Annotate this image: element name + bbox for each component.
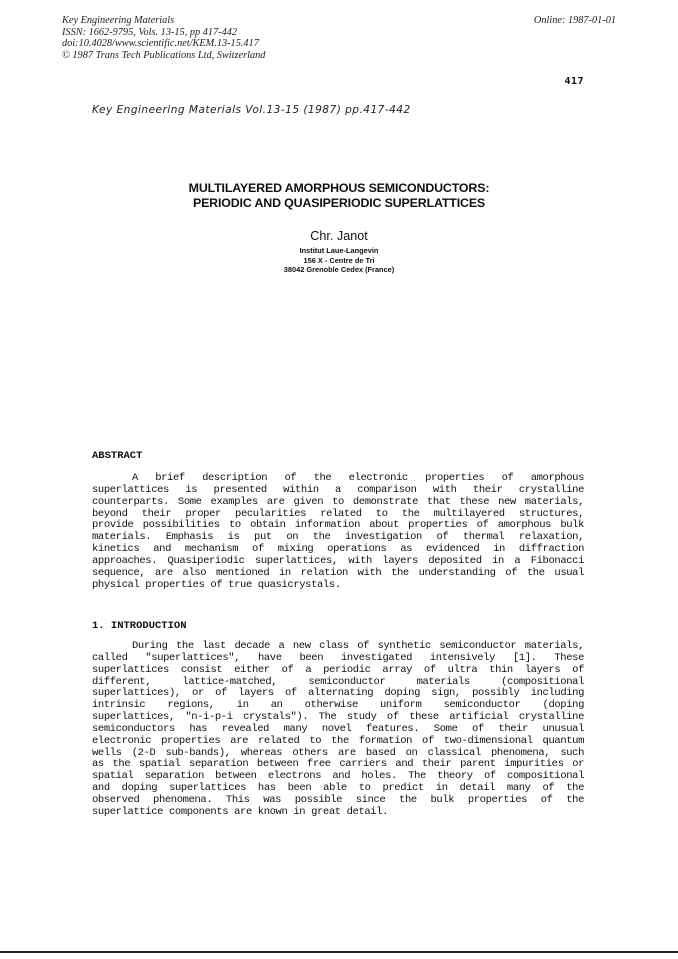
- abstract-line: sequence, are also mentioned in relation with the understanding of the usual: [92, 566, 584, 579]
- author-name: Chr. Janot: [310, 229, 368, 243]
- intro-line: superlattices, "n-i-p-i crystals"). The study of these artificial crystalline: [92, 711, 584, 724]
- copyright-line: © 1987 Trans Tech Publications Ltd, Switzerland: [62, 49, 266, 61]
- doi-line: doi:10.4028/www.scientific.net/KEM.13-15.417: [62, 38, 259, 50]
- paper-title-line-2: PERIODIC AND QUASIPERIODIC SUPERLATTICES: [192, 196, 486, 210]
- abstract-line: physical properties of true quasicrystals.: [92, 578, 341, 591]
- abstract-heading: ABSTRACT: [92, 450, 143, 462]
- intro-line: spatial separation between electrons and holes. The theory of compositional: [92, 770, 584, 783]
- issn-line: ISSN: 1662-9795, Vols. 13-15, pp 417-442: [62, 26, 238, 38]
- abstract-line: kinetics and mechanism of mixing operations as evidenced in diffraction: [92, 543, 584, 556]
- abstract-body: [92, 473, 584, 591]
- intro-line: intrinsic regions, in an otherwise uniform semiconductor (doping: [92, 699, 584, 712]
- abstract-line: provide possibilities to obtain information about properties of amorphous bulk: [92, 519, 584, 532]
- abstract-line: approaches. Quasiperiodic superlattices, with layers deposited in a Fibonacci: [92, 554, 584, 567]
- journal-citation: Key Engineering Materials Vol.13-15 (1987) pp.417-442: [92, 104, 411, 116]
- intro-line: superlattices), or of layers of alternating doping sign, possibly including: [92, 687, 584, 700]
- page-number: 417: [564, 76, 584, 87]
- publication-metadata: [62, 15, 265, 61]
- abstract-line: beyond their proper pecularities related to the multilayered structures,: [92, 507, 584, 520]
- intro-line: superlattices consist either of a periodic array of ultra thin layers of: [92, 663, 584, 676]
- intro-line: different, lattice-matched, semiconductor materials (compositional: [92, 675, 584, 688]
- introduction-body: [92, 641, 584, 819]
- intro-line: wells (2-D sub-bands), whereas others are based on classical phenomena, such: [92, 746, 584, 759]
- affiliation-institute: Institut Laue-Langevin: [299, 246, 379, 255]
- abstract-line: A brief description of the electronic properties of amorphous: [132, 472, 584, 484]
- intro-line: called "superlattices", have been investigated intensively [1]. These: [92, 651, 584, 664]
- footer-rule: [0, 951, 678, 953]
- intro-line: observed phenomena. This was possible since the bulk properties of the: [92, 793, 584, 806]
- online-date: Online: 1987-01-01: [533, 15, 616, 26]
- intro-line: and doping superlattices has been able to predict in detail many of the: [92, 782, 584, 795]
- abstract-line: counterparts. Some examples are given to demonstrate that these new materials,: [92, 495, 584, 508]
- intro-line: as the spatial separation between free carriers and their parent impurities or: [92, 758, 584, 771]
- affiliation-address: 156 X - Centre de Tri: [303, 255, 375, 265]
- introduction-heading: 1. INTRODUCTION: [92, 620, 187, 632]
- abstract-line: superlattices is presented within a comparison with their crystalline: [92, 483, 584, 496]
- intro-line: semiconductors has revealed many novel features. Some of their unusual: [92, 722, 584, 735]
- abstract-line: materials. Emphasis is put on the investigation of thermal relaxation,: [92, 531, 584, 544]
- affiliation-city: 38042 Grenoble Cedex (France): [283, 265, 395, 274]
- paper-title-line-1: MULTILAYERED AMORPHOUS SEMICONDUCTORS:: [188, 181, 490, 195]
- intro-line: superlattice components are known in great detail.: [92, 805, 389, 818]
- journal-name: Key Engineering Materials: [62, 15, 175, 26]
- intro-line: During the last decade a new class of synthetic semiconductor materials,: [132, 640, 584, 652]
- intro-line: electronic properties are related to the formation of two-dimensional quantum: [92, 734, 584, 747]
